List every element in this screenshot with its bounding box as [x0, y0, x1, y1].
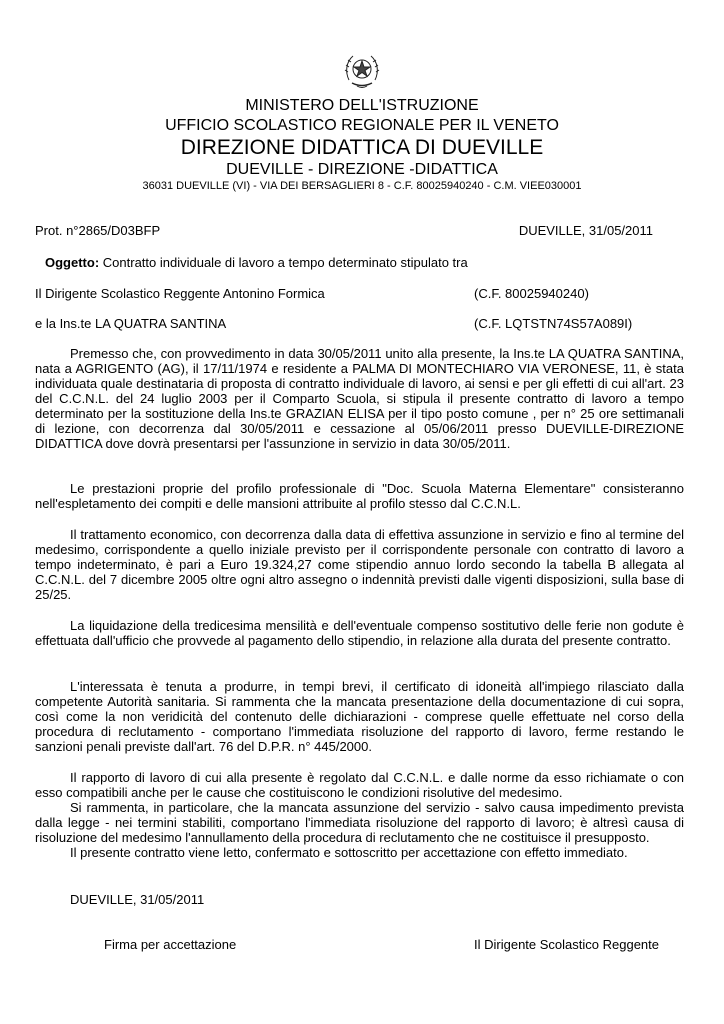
ministry-heading: MINISTERO DELL'ISTRUZIONE [245, 97, 479, 114]
paragraph-idoneita: L'interessata è tenuta a produrre, in tempi brevi, il certificato di idoneità all'impiego rilasciato dalla competente Autorità sanitaria. Si rammenta che la mancata presentazione della documentazione di cui sopra, così come la non veridicità del contenuto delle dichiarazioni - comprese quelle effettuate nel corso della procedura di reclutamento - comportano l'immediata risoluzione del rapporto di lavoro, ferme restando le sanzioni penali previste dall'art. 76 del D.P.R. n° 445/2000. [35, 679, 684, 754]
regional-office-heading: UFFICIO SCOLASTICO REGIONALE PER IL VENETO [165, 117, 559, 134]
paragraph-prestazioni: Le prestazioni proprie del profilo professionale di "Doc. Scuola Materna Elementare" consisteranno nell'espletamento dei compiti e delle mansioni attribuite al profilo stesso dal C.C.N.L. [35, 481, 684, 511]
subject-text: Contratto individuale di lavoro a tempo determinato stipulato tra [102, 255, 468, 270]
footer-date: DUEVILLE, 31/05/2011 [70, 892, 205, 907]
subject-line [45, 255, 468, 270]
italian-republic-emblem-icon [343, 50, 381, 92]
paragraph-trattamento: Il trattamento economico, con decorrenza dalla data di effettiva assunzione in servizio e fino al termine del medesimo, corrispondente a quello iniziale previsto per il corrispondente personale con contratto di lavoro a tempo indeterminato, è pari a Euro 19.324,27 come stipendio annuo lordo secondo la tabella B allegata al C.C.N.L. del 7 dicembre 2005 oltre ogni altro assegno o indennità previsti dalle vigenti disposizioni, sulla base di 25/25. [35, 527, 684, 602]
party-employee-cf: (C.F. LQTSTN74S57A089I) [474, 316, 633, 331]
signature-acceptance-label: Firma per accettazione [104, 937, 237, 952]
school-subtitle: DUEVILLE - DIREZIONE -DIDATTICA [226, 161, 498, 178]
paragraph-premesso: Premesso che, con provvedimento in data 30/05/2011 unito alla presente, la Ins.te LA QUATRA SANTINA, nata a AGRIGENTO (AG), il 17/11/1974 e residente a PALMA DI MONTECHIARO VIA VERONESE, 11, è stata individuata quale destinataria di proposta di contratto individuale di lavoro, ai sensi e per gli effetti di cui all'art. 23 del C.C.N.L. del 24 luglio 2003 per il Comparto Scuola, si stipula il presente contratto di lavoro a tempo determinato per la sostituzione della Ins.te GRAZIAN ELISA per il tipo posto comune , per n° 25 ore settimanali di lezione, con decorrenza dal 30/05/2011 e cessazione al 05/06/2011 presso DUEVILLE-DIREZIONE DIDATTICA dove dovrà presentarsi per l'assunzione in servizio in data 30/05/2011. [35, 346, 684, 451]
paragraph-rapporto-regolato: Il rapporto di lavoro di cui alla presente è regolato dal C.C.N.L. e dalle norme da esso richiamate o con esso compatibili anche per le cause che costituiscono le condizioni risolutive del medesimo. [35, 770, 684, 800]
protocol-number: Prot. n°2865/D03BFP [35, 223, 161, 238]
document-date: DUEVILLE, 31/05/2011 [518, 223, 653, 238]
party-employee-name: e la Ins.te LA QUATRA SANTINA [35, 316, 227, 331]
paragraph-liquidazione: La liquidazione della tredicesima mensilità e dell'eventuale compenso sostitutivo delle ferie non godute è effettuata dall'ufficio che provvede al pagamento dello stipendio, in relazione alla durata del presente contratto. [35, 618, 684, 648]
party-employer-cf: (C.F. 80025940240) [474, 286, 589, 301]
paragraph-conferma: Il presente contratto viene letto, confermato e sottoscritto per accettazione con effetto immediato. [70, 845, 628, 860]
paragraph-rammenta: Si rammenta, in particolare, che la mancata assunzione del servizio - salvo causa impedimento prevista dalla legge - nei termini stabiliti, comportano l'immediata risoluzione del rapporto di lavoro; è altresì causa di risoluzione del medesimo l'annullamento della procedura di reclutamento che ne costituisce il presupposto. [35, 800, 684, 845]
paragraph-rapporto [35, 770, 684, 860]
school-address: 36031 DUEVILLE (VI) - VIA DEI BERSAGLIERI 8 - C.F. 80025940240 - C.M. VIEE030001 [142, 180, 582, 192]
signature-director-label: Il Dirigente Scolastico Reggente [474, 937, 659, 952]
school-title: DIREZIONE DIDATTICA DI DUEVILLE [180, 136, 544, 159]
party-employer-name: Il Dirigente Scolastico Reggente Antonino Formica [35, 286, 325, 301]
subject-label: Oggetto: [45, 255, 100, 270]
